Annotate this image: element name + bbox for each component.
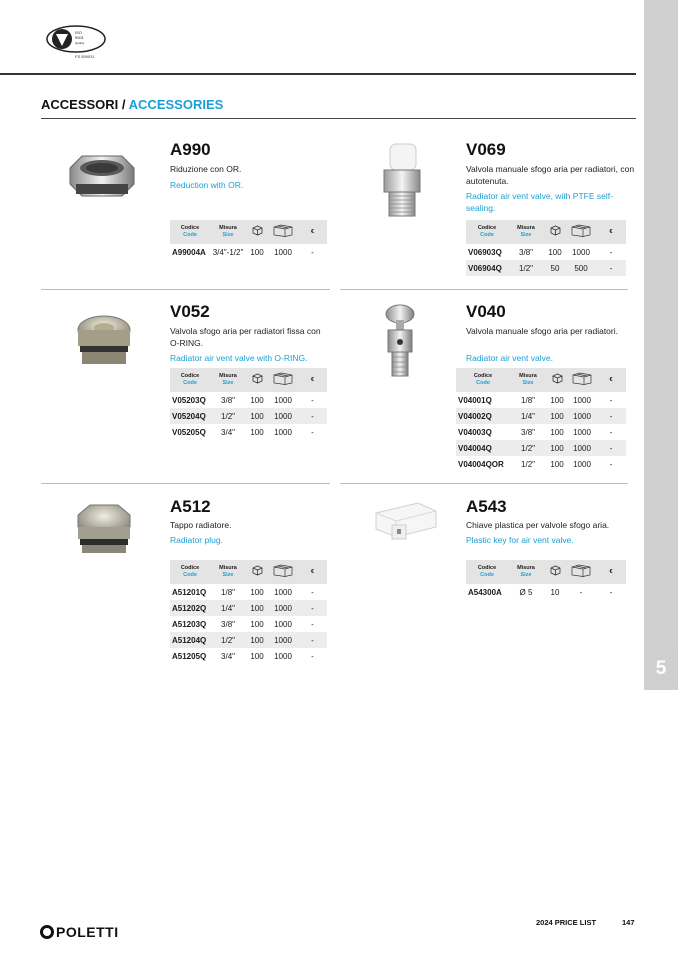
section-title	[41, 97, 223, 112]
box-icon	[546, 368, 568, 392]
box-icon	[246, 560, 268, 584]
table-row: A51203Q 3/8" 100 1000 -	[172, 619, 314, 629]
header-rule	[0, 73, 636, 75]
table-row: V04004QOR 1/2" 100 1000 -	[458, 459, 613, 469]
product-title: A543	[466, 497, 507, 516]
product-a543	[356, 497, 656, 617]
svg-text:9001: 9001	[75, 35, 84, 40]
box-icon	[246, 368, 268, 392]
description-en: Reduction with OR.	[170, 180, 244, 190]
price-table	[170, 220, 327, 260]
brand-mark-icon	[40, 925, 54, 939]
box-icon	[246, 220, 268, 244]
product-a990	[60, 140, 360, 280]
carton-icon	[566, 560, 596, 584]
row-divider	[41, 289, 330, 290]
description-en: Plastic key for air vent valve.	[466, 535, 574, 545]
svg-text:ISO: ISO	[75, 30, 82, 35]
product-title: V040	[466, 302, 506, 321]
page-number: 147	[622, 918, 635, 927]
col-size: Misura Size	[210, 368, 246, 392]
product-title: A990	[170, 140, 211, 159]
table-row: V04004Q 1/2" 100 1000 -	[456, 440, 626, 456]
product-title: A512	[170, 497, 211, 516]
table-row: V05204Q 1/2" 100 1000 -	[170, 408, 327, 424]
product-v052	[60, 302, 360, 472]
table-row: V06903Q 3/8" 100 1000 -	[468, 247, 613, 257]
box-icon	[544, 560, 566, 584]
col-code: Codice Code	[456, 368, 510, 392]
col-size: Misura Size	[508, 220, 544, 244]
col-code: Codice Code	[170, 220, 210, 244]
chapter-number: 5	[644, 648, 678, 690]
section-title-it: ACCESSORI /	[41, 97, 126, 112]
product-v040	[356, 302, 656, 482]
col-code: Codice Code	[170, 368, 210, 392]
price-list-label: 2024 PRICE LIST	[536, 918, 597, 927]
col-code: Codice Code	[170, 560, 210, 584]
col-size: Misura Size	[210, 560, 246, 584]
product-v069	[356, 140, 656, 280]
table-row: A51201Q 1/8" 100 1000 -	[172, 587, 314, 597]
price-table	[170, 560, 327, 664]
price-table	[466, 560, 626, 600]
col-price: €	[298, 368, 327, 392]
col-size: Misura Size	[508, 560, 544, 584]
col-price: €	[596, 220, 626, 244]
product-title: V069	[466, 140, 506, 159]
price-table	[456, 368, 626, 472]
price-table	[466, 220, 626, 276]
description-it: Tappo radiatore.	[170, 520, 232, 530]
row-divider	[340, 483, 628, 484]
table-row: V04002Q 1/4" 100 1000 -	[456, 408, 626, 424]
col-size: Misura Size	[510, 368, 546, 392]
col-code: Codice Code	[466, 220, 508, 244]
vent-valve-oring-image	[60, 302, 152, 382]
radiator-plug-image	[60, 497, 152, 577]
description-it: Valvola manuale sfogo aria per radiatori.	[466, 326, 618, 336]
box-icon	[544, 220, 566, 244]
carton-icon	[568, 368, 596, 392]
svg-text:Quality: Quality	[75, 41, 85, 45]
plastic-key-image	[356, 497, 448, 577]
description-en: Radiator air vent valve with O-RING.	[170, 353, 308, 363]
table-row: V05203Q 3/8" 100 1000 -	[172, 395, 314, 405]
brand-name: POLETTI	[56, 924, 119, 940]
col-code: Codice Code	[466, 560, 508, 584]
col-price: €	[298, 220, 327, 244]
brand-logo	[40, 924, 119, 940]
description-en: Radiator plug.	[170, 535, 223, 545]
carton-icon	[268, 560, 298, 584]
manual-vent-valve-image	[356, 302, 448, 382]
description-it: Riduzione con OR.	[170, 164, 242, 174]
table-row: A51205Q 3/4" 100 1000 -	[172, 651, 314, 661]
section-title-en: ACCESSORIES	[128, 97, 224, 112]
vent-valve-ptfe-image	[356, 140, 448, 220]
carton-icon	[566, 220, 596, 244]
carton-icon	[268, 368, 298, 392]
col-size: Misura Size	[210, 220, 246, 244]
product-a512	[60, 497, 360, 677]
table-row: A54300A Ø 5 10 - -	[468, 587, 613, 597]
description-it: Chiave plastica per valvole sfogo aria.	[466, 520, 610, 530]
product-title: V052	[170, 302, 210, 321]
section-rule	[41, 118, 636, 119]
row-divider	[340, 289, 628, 290]
description-it: Valvola manuale sfogo aria per radiatori, con autotenuta.	[466, 164, 635, 186]
description-en: Radiator air vent valve.	[466, 353, 553, 363]
table-row: V05205Q 3/4" 100 1000 -	[172, 427, 314, 437]
col-price: €	[298, 560, 327, 584]
description-it: Valvola sfogo aria per radiatori fissa con O-RING.	[170, 326, 321, 348]
description-en: Radiator air vent valve, with PTFE self-sealing.	[466, 191, 613, 213]
nut-reduction-image	[60, 140, 152, 220]
row-divider	[41, 483, 330, 484]
table-row: A51202Q 1/4" 100 1000 -	[170, 600, 327, 616]
table-row: A51204Q 1/2" 100 1000 -	[170, 632, 327, 648]
table-row: V06904Q 1/2" 50 500 -	[466, 260, 626, 276]
price-table	[170, 368, 327, 440]
carton-icon	[268, 220, 298, 244]
table-row: A99004A 3/4"-1/2" 100 1000 -	[172, 247, 314, 257]
table-row: V04003Q 3/8" 100 1000 -	[458, 427, 613, 437]
cert-code: FS 559031	[75, 54, 95, 59]
col-price: €	[596, 560, 626, 584]
col-price: €	[596, 368, 626, 392]
certification-logo	[45, 24, 107, 58]
table-row: V04001Q 1/8" 100 1000 -	[458, 395, 613, 405]
